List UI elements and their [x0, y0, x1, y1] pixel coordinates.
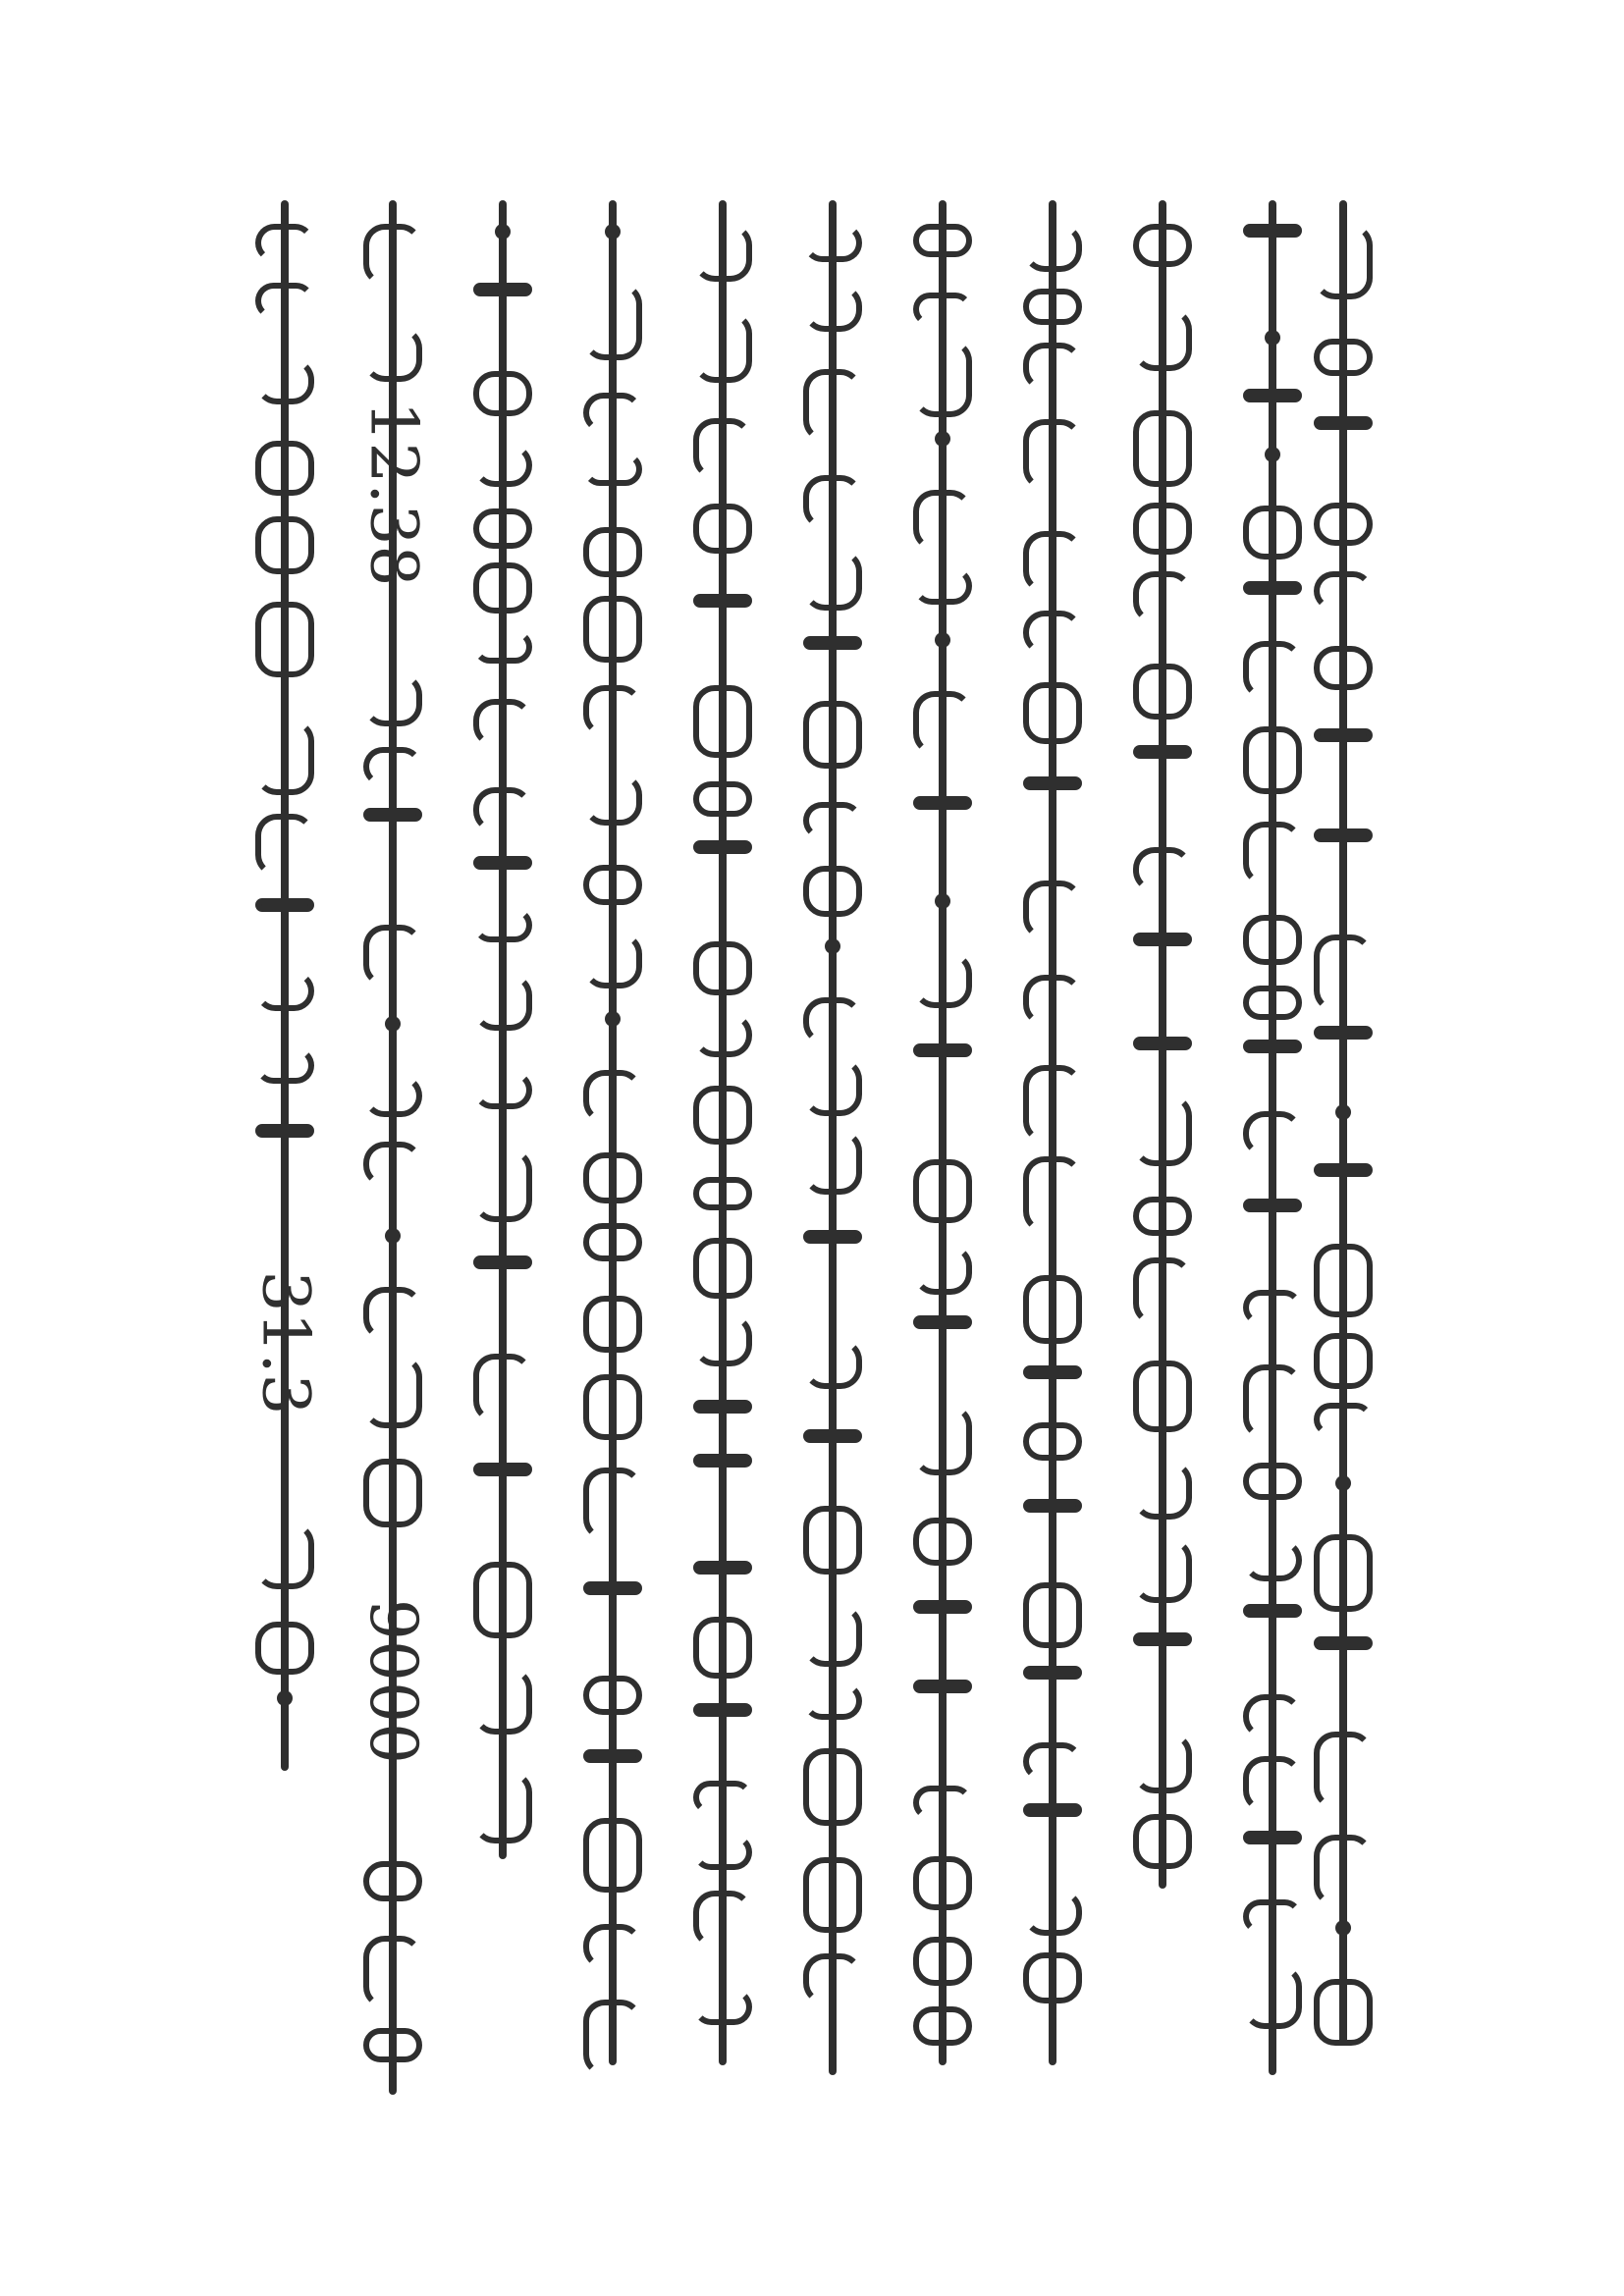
punctuation-dot: [605, 224, 621, 240]
glyph-stroke: [363, 808, 422, 822]
glyph-stroke: [693, 1891, 752, 1948]
numeral: [352, 361, 434, 626]
glyph-stroke: [693, 1177, 752, 1210]
glyph-stroke: [1023, 419, 1082, 490]
glyph-stroke: [1243, 1539, 1302, 1581]
glyph-stroke: [1023, 1952, 1082, 2003]
glyph-stroke: [1023, 1803, 1082, 1817]
glyph-stroke: [693, 685, 752, 758]
glyph-stroke: [693, 594, 752, 608]
glyph-stroke: [1023, 881, 1082, 939]
glyph-stroke: [583, 1581, 642, 1595]
glyph-stroke: [693, 1086, 752, 1145]
glyph-stroke: [473, 1771, 532, 1843]
glyph-stroke: [583, 1468, 642, 1540]
glyph-stroke: [803, 1130, 862, 1195]
glyph-stroke: [803, 997, 862, 1044]
numeral-text: 9000: [355, 1599, 431, 1764]
glyph-stroke: [913, 691, 972, 755]
glyph-stroke: [1243, 1604, 1302, 1618]
glyph-stroke: [1133, 1197, 1192, 1236]
glyph-stroke: [1023, 1422, 1082, 1461]
glyph-stroke: [693, 1781, 752, 1814]
glyph-stroke: [363, 1075, 422, 1117]
glyph-stroke: [1243, 506, 1302, 560]
text-column-9: [1121, 185, 1204, 2109]
text-column-8: [1011, 185, 1094, 2109]
glyph-stroke: [255, 224, 314, 262]
glyph-stroke: [1243, 1040, 1302, 1053]
glyph-stroke: [1023, 1742, 1082, 1781]
glyph-stroke: [693, 1561, 752, 1575]
text-column-7: [901, 185, 984, 2109]
glyph-stroke: [1314, 1534, 1373, 1612]
glyph-stroke: [1243, 1364, 1302, 1439]
glyph-stroke: [693, 1454, 752, 1468]
glyph-stroke: [803, 636, 862, 650]
glyph-stroke: [1314, 503, 1373, 546]
glyph-stroke: [803, 1682, 862, 1720]
glyph-stroke: [913, 1786, 972, 1820]
glyph-stroke: [693, 504, 752, 554]
glyph-stroke: [803, 1339, 862, 1389]
glyph-stroke: [693, 840, 752, 854]
glyph-stroke: [1133, 1257, 1192, 1325]
glyph-stroke: [1023, 611, 1082, 655]
glyph-stroke: [803, 802, 862, 839]
punctuation-dot: [385, 1228, 401, 1244]
glyph-stroke: [913, 490, 972, 551]
glyph-stroke: [803, 1506, 862, 1575]
glyph-stroke: [913, 1937, 972, 1986]
numeral: [244, 1210, 326, 1475]
glyph-stroke: [1133, 933, 1192, 946]
glyph-stroke: [473, 1255, 532, 1269]
glyph-stroke: [803, 1230, 862, 1244]
glyph-stroke: [1243, 1965, 1302, 2029]
glyph-stroke: [1314, 1403, 1373, 1436]
glyph-stroke: [255, 358, 314, 404]
glyph-stroke: [583, 685, 642, 736]
glyph-stroke: [583, 393, 642, 433]
glyph-stroke: [583, 1924, 642, 1969]
glyph-stroke: [473, 1071, 532, 1109]
glyph-stroke: [1133, 1461, 1192, 1520]
glyph-stroke: [363, 1459, 422, 1527]
glyph-stroke: [913, 952, 972, 1008]
glyph-stroke: [1243, 389, 1302, 402]
glyph-stroke: [363, 747, 422, 786]
glyph-stroke: [913, 796, 972, 810]
glyph-stroke: [1243, 1199, 1302, 1212]
glyph-stroke: [1023, 1666, 1082, 1680]
glyph-stroke: [1243, 1899, 1302, 1934]
glyph-stroke: [583, 865, 642, 905]
glyph-stroke: [1314, 1636, 1373, 1650]
glyph-stroke: [473, 787, 532, 832]
glyph-stroke: [913, 1856, 972, 1910]
glyph-stroke: [803, 1953, 862, 2004]
glyph-stroke: [1243, 726, 1302, 794]
glyph-stroke: [1133, 847, 1192, 892]
glyph-stroke: [473, 908, 532, 942]
glyph-stroke: [583, 1818, 642, 1893]
glyph-stroke: [473, 1562, 532, 1638]
glyph-stroke: [913, 1245, 972, 1295]
glyph-stroke: [1314, 1244, 1373, 1317]
glyph-stroke: [1314, 1333, 1373, 1389]
text-column-3: [461, 185, 544, 2109]
glyph-stroke: [255, 971, 314, 1011]
glyph-stroke: [1243, 1756, 1302, 1812]
punctuation-dot: [935, 431, 950, 447]
glyph-stroke: [583, 1296, 642, 1353]
glyph-stroke: [803, 1429, 862, 1443]
glyph-stroke: [1243, 224, 1302, 238]
glyph-stroke: [1023, 975, 1082, 1026]
glyph-stroke: [1023, 1065, 1082, 1143]
glyph-stroke: [1314, 934, 1373, 1012]
glyph-stroke: [1243, 986, 1302, 1020]
glyph-stroke: [363, 925, 422, 987]
glyph-stroke: [913, 340, 972, 417]
glyph-stroke: [693, 1989, 752, 2025]
glyph-stroke: [363, 1936, 422, 2008]
glyph-stroke: [693, 1314, 752, 1366]
glyph-stroke: [1023, 1275, 1082, 1344]
glyph-stroke: [1133, 664, 1192, 720]
glyph-stroke: [913, 224, 972, 257]
glyph-stroke: [1023, 1582, 1082, 1648]
glyph-stroke: [693, 1835, 752, 1870]
glyph-stroke: [693, 1617, 752, 1679]
glyph-stroke: [473, 1148, 532, 1222]
glyph-stroke: [693, 418, 752, 479]
glyph-stroke: [1314, 1026, 1373, 1040]
glyph-stroke: [583, 453, 642, 486]
punctuation-dot: [935, 893, 950, 909]
glyph-stroke: [255, 720, 314, 795]
glyph-stroke: [1133, 1632, 1192, 1646]
glyph-stroke: [473, 562, 532, 614]
glyph-stroke: [693, 781, 752, 817]
glyph-stroke: [913, 567, 972, 605]
glyph-stroke: [583, 1374, 642, 1440]
glyph-stroke: [1133, 1538, 1192, 1603]
mongolian-text-block: [244, 185, 1384, 2109]
glyph-stroke: [803, 1605, 862, 1667]
glyph-stroke: [1023, 682, 1082, 744]
glyph-stroke: [583, 933, 642, 988]
glyph-stroke: [583, 2000, 642, 2076]
punctuation-dot: [277, 1690, 293, 1706]
glyph-stroke: [1314, 1163, 1373, 1177]
glyph-stroke: [1133, 745, 1192, 759]
glyph-stroke: [473, 974, 532, 1031]
text-column-1: [244, 185, 326, 2109]
glyph-stroke: [583, 283, 642, 360]
text-column-6: [791, 185, 874, 2109]
glyph-stroke: [583, 1749, 642, 1763]
glyph-stroke: [473, 1668, 532, 1735]
glyph-stroke: [1133, 1037, 1192, 1050]
glyph-stroke: [255, 1047, 314, 1084]
glyph-stroke: [913, 1600, 972, 1614]
glyph-stroke: [583, 1223, 642, 1261]
glyph-stroke: [473, 508, 532, 549]
glyph-stroke: [803, 369, 862, 442]
glyph-stroke: [255, 602, 314, 677]
punctuation-dot: [825, 938, 840, 954]
glyph-stroke: [473, 630, 532, 664]
glyph-stroke: [1023, 531, 1082, 593]
glyph-stroke: [1314, 339, 1373, 376]
glyph-stroke: [1314, 224, 1373, 299]
glyph-stroke: [803, 1748, 862, 1826]
glyph-stroke: [255, 1522, 314, 1589]
glyph-stroke: [1243, 1463, 1302, 1500]
glyph-stroke: [803, 1058, 862, 1116]
text-column-5: [681, 185, 764, 2109]
glyph-stroke: [1023, 776, 1082, 790]
glyph-stroke: [583, 774, 642, 826]
glyph-stroke: [1023, 224, 1082, 272]
glyph-stroke: [693, 1400, 752, 1414]
glyph-stroke: [1314, 1979, 1373, 2046]
glyph-stroke: [473, 1354, 532, 1422]
glyph-stroke: [803, 285, 862, 332]
glyph-stroke: [693, 1013, 752, 1057]
glyph-stroke: [693, 1703, 752, 1717]
glyph-stroke: [363, 224, 422, 286]
glyph-stroke: [583, 1152, 642, 1203]
glyph-stroke: [1023, 1499, 1082, 1513]
glyph-stroke: [255, 1622, 314, 1675]
glyph-stroke: [1314, 1835, 1373, 1906]
text-column-2: [352, 185, 434, 2109]
glyph-stroke: [1314, 571, 1373, 611]
glyph-stroke: [693, 1238, 752, 1299]
glyph-stroke: [1133, 308, 1192, 371]
glyph-stroke: [583, 1676, 642, 1715]
punctuation-dot: [495, 224, 511, 240]
punctuation-dot: [1335, 1920, 1351, 1936]
glyph-stroke: [1133, 1361, 1192, 1432]
glyph-stroke: [363, 1142, 422, 1187]
glyph-stroke: [693, 312, 752, 383]
glyph-stroke: [693, 224, 752, 282]
glyph-stroke: [693, 941, 752, 995]
glyph-stroke: [1314, 416, 1373, 430]
glyph-stroke: [1133, 1733, 1192, 1793]
glyph-stroke: [803, 701, 862, 769]
glyph-stroke: [1243, 1831, 1302, 1844]
glyph-stroke: [1243, 1290, 1302, 1325]
punctuation-dot: [605, 1011, 621, 1027]
glyph-stroke: [1023, 343, 1082, 391]
glyph-stroke: [363, 673, 422, 726]
glyph-stroke: [1314, 646, 1373, 690]
glyph-stroke: [255, 441, 314, 496]
glyph-stroke: [803, 866, 862, 917]
glyph-stroke: [473, 1463, 532, 1476]
glyph-stroke: [1314, 728, 1373, 742]
glyph-stroke: [1314, 828, 1373, 842]
glyph-stroke: [1133, 1814, 1192, 1869]
glyph-stroke: [1023, 1156, 1082, 1233]
glyph-stroke: [473, 856, 532, 870]
glyph-stroke: [1243, 822, 1302, 885]
glyph-stroke: [583, 1070, 642, 1123]
punctuation-dot: [1335, 1104, 1351, 1120]
numeral-text: 31.3: [247, 1270, 324, 1415]
numeral: [352, 1549, 434, 1814]
glyph-stroke: [1133, 503, 1192, 555]
glyph-stroke: [363, 2028, 422, 2062]
numeral-text: 12.38: [355, 400, 432, 587]
glyph-stroke: [913, 1680, 972, 1693]
glyph-stroke: [913, 1159, 972, 1223]
punctuation-dot: [935, 632, 950, 648]
glyph-stroke: [255, 283, 314, 319]
glyph-stroke: [473, 699, 532, 747]
text-column-11: [1302, 185, 1384, 2109]
glyph-stroke: [583, 527, 642, 577]
glyph-stroke: [473, 371, 532, 416]
glyph-stroke: [1133, 1095, 1192, 1166]
punctuation-dot: [385, 1016, 401, 1032]
glyph-stroke: [1133, 224, 1192, 267]
glyph-stroke: [363, 1861, 422, 1901]
glyph-stroke: [1243, 915, 1302, 965]
text-column-4: [571, 185, 654, 2109]
glyph-stroke: [583, 596, 642, 663]
glyph-stroke: [803, 224, 862, 262]
glyph-stroke: [1243, 1111, 1302, 1156]
glyph-stroke: [1133, 410, 1192, 487]
glyph-stroke: [803, 475, 862, 529]
glyph-stroke: [473, 444, 532, 487]
glyph-stroke: [255, 516, 314, 574]
glyph-stroke: [913, 293, 972, 326]
glyph-stroke: [1023, 1365, 1082, 1379]
punctuation-dot: [1265, 330, 1280, 346]
glyph-stroke: [363, 1287, 422, 1340]
glyph-stroke: [255, 1124, 314, 1138]
glyph-stroke: [473, 283, 532, 296]
glyph-stroke: [803, 1857, 862, 1933]
glyph-stroke: [803, 550, 862, 611]
glyph-stroke: [1133, 571, 1192, 623]
glyph-stroke: [913, 1518, 972, 1566]
glyph-stroke: [1243, 1694, 1302, 1738]
glyph-stroke: [913, 2006, 972, 2046]
punctuation-dot: [1265, 447, 1280, 462]
glyph-stroke: [913, 1405, 972, 1475]
glyph-stroke: [363, 1356, 422, 1428]
glyph-stroke: [1023, 1890, 1082, 1936]
glyph-stroke: [1314, 1732, 1373, 1809]
glyph-stroke: [913, 1043, 972, 1057]
glyph-stroke: [1243, 581, 1302, 595]
glyph-stroke: [1023, 289, 1082, 325]
glyph-stroke: [255, 898, 314, 912]
glyph-stroke: [1243, 641, 1302, 699]
punctuation-dot: [1335, 1475, 1351, 1491]
glyph-stroke: [255, 814, 314, 877]
glyph-stroke: [913, 1315, 972, 1329]
